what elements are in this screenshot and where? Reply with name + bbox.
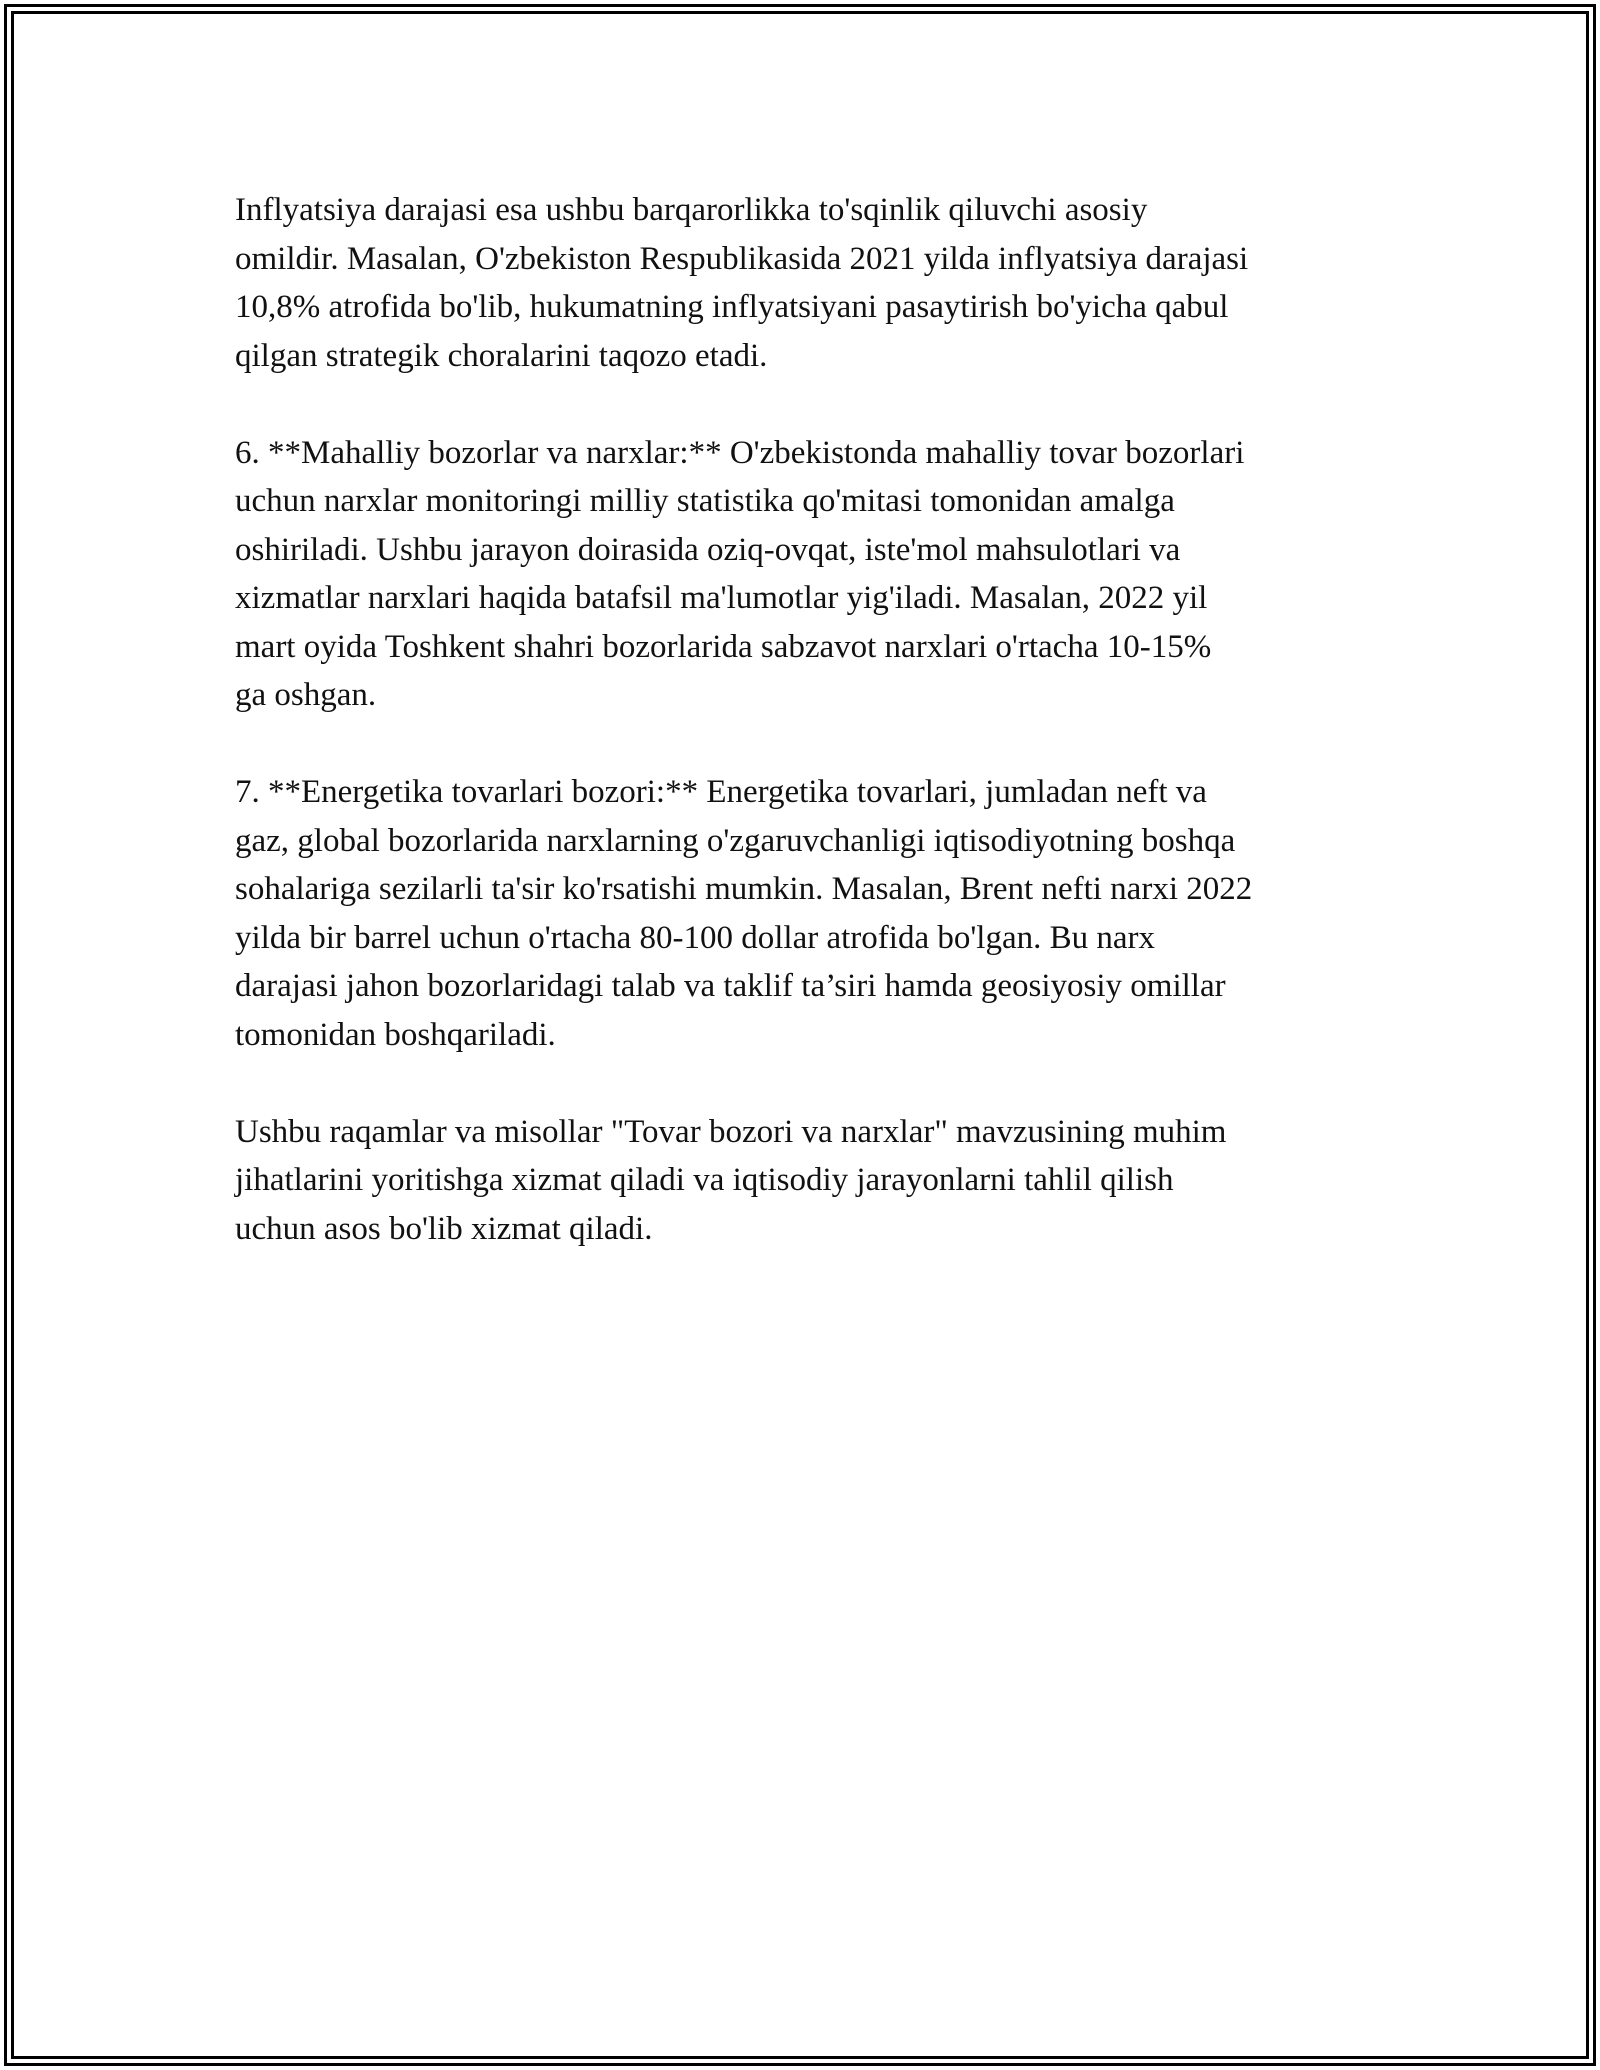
document-body <box>235 186 1375 1302</box>
paragraph-local-markets: 6. **Mahalliy bozorlar va narxlar:** O'zbekistonda mahalliy tovar bozorlari uchun narxlar monitoringi milliy statistika qo'mitasi tomonidan amalga oshiriladi. Ushbu jarayon doirasida oziq-ovqat, iste'mol mahsulotlari va xizmatlar narxlari haqida batafsil ma'lumotlar yig'iladi. Masalan, 2022 yil mart oyida Toshkent shahri bozorlarida sabzavot narxlari o'rtacha 10-15% ga oshgan. <box>235 434 1245 713</box>
paragraph-conclusion: Ushbu raqamlar va misollar "Tovar bozori va narxlar" mavzusining muhim jihatlarini yoritishga xizmat qiladi va iqtisodiy jarayonlarni tahlil qilish uchun asos bo'lib xizmat qiladi. <box>235 1113 1227 1247</box>
paragraph-inflation: Inflyatsiya darajasi esa ushbu barqarorlikka to'sqinlik qiluvchi asosiy omildir. Masalan, O'zbekiston Respublikasida 2021 yilda inflyatsiya darajasi 10,8% atrofida bo'lib, hukumatning inflyatsiyani pasaytirish bo'yicha qabul qilgan strategik choralarini taqozo etadi. <box>235 192 1249 374</box>
paragraph-energy-markets: 7. **Energetika tovarlari bozori:** Energetika tovarlari, jumladan neft va gaz, global bozorlarida narxlarning o'zgaruvchanligi iqtisodiyotning boshqa sohalariga sezilarli ta'sir ko'rsatishi mumkin. Masalan, Brent nefti narxi 2022 yilda bir barrel uchun o'rtacha 80-100 dollar atrofida bo'lgan. Bu narx darajasi jahon bozorlaridagi talab va taklif ta’siri hamda geosiyosiy omillar tomonidan boshqariladi. <box>235 774 1253 1053</box>
